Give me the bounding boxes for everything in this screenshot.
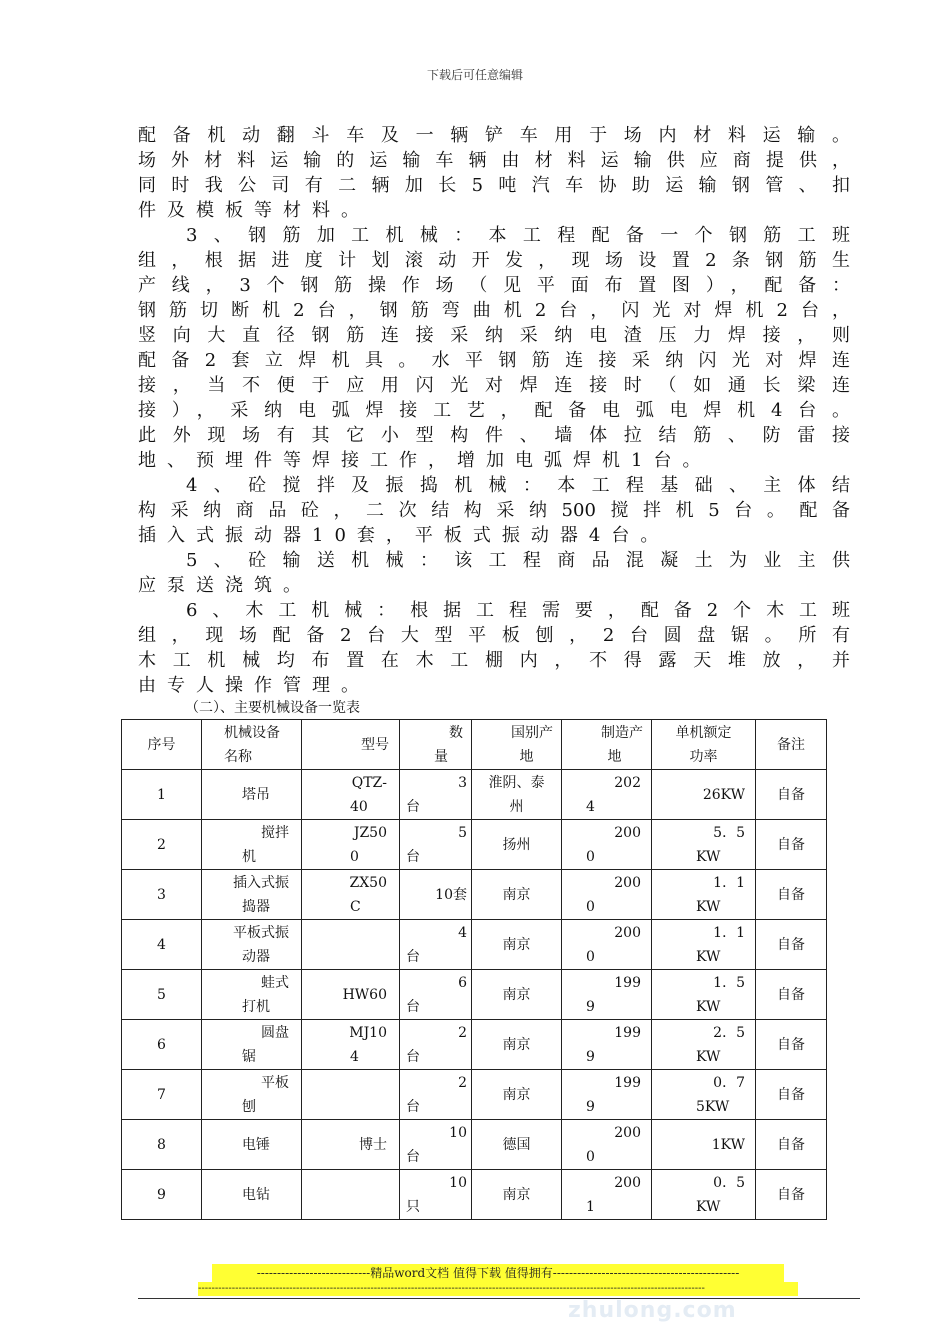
cell-power-a: 2．5 (713, 1024, 745, 1041)
body-line: 件及模板等材料。 (138, 200, 370, 221)
cell-origin (472, 1020, 562, 1070)
cell-power (652, 970, 756, 1020)
cell-year (562, 1170, 652, 1220)
body-line: 接），采纳电弧焊接工艺，配备电弧电焊机4台。 (138, 400, 850, 421)
cell-name (202, 820, 302, 870)
cell-note: 自备 (756, 820, 827, 870)
cell-year (562, 970, 652, 1020)
cell-qty-a: 5 (458, 824, 467, 841)
cell-note: 自备 (756, 770, 827, 820)
header-origin-b: 地 (519, 748, 534, 765)
cell-note: 自备 (756, 970, 827, 1020)
cell-model (302, 1120, 400, 1170)
table-row (122, 1170, 827, 1220)
cell-year-a: 199 (614, 1074, 641, 1091)
cell-year-a: 199 (614, 974, 641, 991)
cell-model-b: 0 (350, 848, 359, 865)
body-line: 产线，3个钢筋操作场（见平面布置图），配备： (138, 275, 850, 296)
cell-year-b: 9 (586, 998, 595, 1015)
cell-model-b: 40 (350, 798, 368, 815)
cell-no: 7 (122, 1070, 202, 1120)
cell-note: 自备 (756, 920, 827, 970)
body-line: 配备2套立焊机具。水平钢筋连接采纳闪光对焊连 (138, 350, 850, 371)
table-header-row (122, 720, 827, 770)
cell-name (202, 1020, 302, 1070)
cell-year (562, 870, 652, 920)
cell-qty-b: 台 (406, 998, 420, 1015)
cell-power-a: 26KW (702, 786, 745, 803)
body-line: 组，现场配备2台大型平板刨，2台圆盘锯。所有 (138, 625, 850, 646)
cell-model-a: 博士 (359, 1136, 387, 1153)
cell-power-a: 1．1 (713, 924, 745, 941)
cell-year (562, 820, 652, 870)
cell-year-a: 200 (614, 924, 641, 941)
cell-name (202, 870, 302, 920)
cell-origin-a: 南京 (502, 1186, 531, 1203)
cell-model (302, 920, 400, 970)
cell-model-b: 4 (350, 1048, 359, 1065)
header-qty-b: 量 (434, 748, 448, 765)
header-power (652, 720, 756, 770)
cell-qty-a: 10 (449, 1174, 467, 1191)
table-row (122, 770, 827, 820)
cell-model (302, 770, 400, 820)
table-row (122, 1120, 827, 1170)
cell-year-a: 200 (614, 1124, 641, 1141)
cell-note: 自备 (756, 870, 827, 920)
header-qty (400, 720, 472, 770)
page-header: 下载后可任意编辑 (426, 68, 523, 82)
cell-name-a: 插入式振 (233, 874, 289, 891)
cell-year (562, 770, 652, 820)
cell-qty (400, 1070, 472, 1120)
cell-name (202, 1120, 302, 1170)
cell-year-b: 0 (586, 848, 595, 865)
header-note: 备注 (756, 720, 827, 770)
header-year-a: 制造产 (601, 724, 643, 741)
cell-year-b: 1 (586, 1198, 595, 1215)
cell-power-b: KW (696, 1198, 721, 1215)
cell-origin-a: 南京 (502, 1036, 531, 1053)
cell-origin (472, 1170, 562, 1220)
cell-note: 自备 (756, 1170, 827, 1220)
cell-origin-a: 南京 (502, 936, 531, 953)
table-row (122, 1020, 827, 1070)
cell-name-a: 蛙式 (261, 974, 289, 991)
cell-power-b: KW (696, 948, 721, 965)
body-line: 4、砼搅拌及振捣机械：本工程基础、主体结 (186, 475, 850, 496)
header-origin-a: 国别产 (511, 724, 553, 741)
cell-qty-b: 台 (406, 1098, 420, 1115)
cell-qty-a: 6 (458, 974, 467, 991)
cell-power-a: 1KW (711, 1136, 745, 1153)
cell-year-b: 0 (586, 898, 595, 915)
cell-name-b: 塔吊 (242, 786, 270, 803)
cell-note: 自备 (756, 1020, 827, 1070)
cell-name (202, 970, 302, 1020)
footer-dashes: ------------------------------------------------------------------------------------------------------------------------------------------------------ (198, 1282, 798, 1296)
cell-year-a: 200 (614, 824, 641, 841)
table-caption: （二）、主要机械设备一览表 (185, 700, 360, 716)
cell-model (302, 1070, 400, 1120)
watermark-logo: zhulong.com (568, 1298, 737, 1323)
cell-year-b: 9 (586, 1098, 595, 1115)
cell-qty (400, 920, 472, 970)
cell-model (302, 970, 400, 1020)
table-row (122, 970, 827, 1020)
cell-power-a: 1．1 (713, 874, 745, 891)
cell-name-b: 动器 (242, 948, 270, 965)
cell-name-b: 机 (242, 848, 256, 865)
cell-no: 9 (122, 1170, 202, 1220)
cell-origin-a: 德国 (502, 1136, 531, 1153)
cell-name-b: 捣器 (242, 898, 270, 915)
cell-name (202, 1070, 302, 1120)
body-line: 构采纳商品砼，二次结构采纳500搅拌机5台。配备 (138, 500, 850, 521)
cell-model (302, 1020, 400, 1070)
cell-year-b: 0 (586, 948, 595, 965)
cell-no: 5 (122, 970, 202, 1020)
cell-origin (472, 920, 562, 970)
body-line: 组，根据进度计划滚动开发，现场设置2条钢筋生 (138, 250, 850, 271)
table-row (122, 870, 827, 920)
cell-power-b: 5KW (696, 1098, 730, 1115)
cell-origin (472, 770, 562, 820)
header-year-b: 地 (607, 748, 622, 765)
cell-year-a: 200 (614, 874, 641, 891)
cell-year-b: 0 (586, 1148, 595, 1165)
cell-qty (400, 1020, 472, 1070)
cell-no: 6 (122, 1020, 202, 1070)
cell-year-a: 199 (614, 1024, 641, 1041)
cell-qty (400, 770, 472, 820)
cell-qty-b: 台 (406, 1048, 420, 1065)
cell-model-a: ZX50 (349, 874, 387, 891)
cell-qty-b: 只 (406, 1198, 420, 1215)
cell-origin-a: 南京 (502, 886, 531, 903)
cell-year (562, 1120, 652, 1170)
cell-year (562, 1020, 652, 1070)
body-line: 插入式振动器10套，平板式振动器4台。 (138, 525, 670, 546)
cell-qty-a: 10 (449, 1124, 467, 1141)
cell-origin-b: 州 (509, 798, 524, 815)
cell-power (652, 820, 756, 870)
cell-origin-a: 淮阴、泰 (488, 774, 545, 791)
cell-qty-a: 2 (458, 1024, 467, 1041)
body-line: 由专人操作管理。 (138, 675, 370, 696)
cell-origin (472, 870, 562, 920)
cell-power-a: 0．5 (713, 1174, 745, 1191)
cell-no: 8 (122, 1120, 202, 1170)
cell-year-b: 9 (586, 1048, 595, 1065)
table-row (122, 820, 827, 870)
cell-qty (400, 970, 472, 1020)
cell-name (202, 920, 302, 970)
cell-qty (400, 870, 472, 920)
cell-year-a: 200 (614, 1174, 641, 1191)
body-line: 接，当不便于应用闪光对焊连接时（如通长梁连 (138, 375, 850, 396)
cell-name-a: 平板式振 (233, 924, 289, 941)
body-line: 6、木工机械：根据工程需要，配备2个木工班 (186, 600, 850, 621)
cell-origin-a: 南京 (502, 986, 531, 1003)
cell-name (202, 1170, 302, 1220)
table-row (122, 920, 827, 970)
cell-year-b: 4 (586, 798, 595, 815)
cell-power-a: 1．5 (713, 974, 745, 991)
header-name-b: 名称 (224, 748, 252, 765)
cell-name-b: 锯 (242, 1048, 256, 1065)
cell-qty-a: 3 (458, 774, 467, 791)
cell-origin (472, 970, 562, 1020)
header-year (562, 720, 652, 770)
cell-qty (400, 1120, 472, 1170)
header-name (202, 720, 302, 770)
cell-power (652, 1070, 756, 1120)
cell-note: 自备 (756, 1070, 827, 1120)
cell-qty-a: 2 (458, 1074, 467, 1091)
cell-qty (400, 1170, 472, 1220)
cell-name-b: 电钻 (242, 1186, 270, 1203)
cell-origin-a: 南京 (502, 1086, 531, 1103)
header-qty-a: 数 (449, 724, 463, 741)
cell-name-a: 平板 (261, 1074, 289, 1091)
cell-no: 3 (122, 870, 202, 920)
cell-power-b: KW (696, 848, 721, 865)
cell-qty-b: 台 (406, 1148, 420, 1165)
cell-model-a: QTZ- (351, 774, 387, 791)
cell-model-a: HW60 (342, 986, 387, 1003)
body-line: 木工机械均布置在木工棚内，不得露天堆放，并 (138, 650, 850, 671)
cell-power (652, 1120, 756, 1170)
cell-power (652, 1020, 756, 1070)
cell-origin (472, 1120, 562, 1170)
header-origin (472, 720, 562, 770)
cell-model-b: C (350, 898, 361, 915)
cell-note: 自备 (756, 1120, 827, 1170)
cell-name-b: 打机 (242, 998, 270, 1015)
body-line: 3、钢筋加工机械：本工程配备一个钢筋工班 (186, 225, 850, 246)
cell-model (302, 870, 400, 920)
footer-banner: ----------------------------精品word文档 值得下载 值得拥有---------------------------------------------- (212, 1264, 784, 1282)
cell-power-a: 5．5 (713, 824, 745, 841)
cell-qty-b: 台 (406, 848, 420, 865)
cell-name (202, 770, 302, 820)
body-line: 钢筋切断机2台，钢筋弯曲机2台，闪光对焊机2台， (138, 300, 850, 321)
cell-qty (400, 820, 472, 870)
footer-rule (138, 1298, 860, 1299)
cell-model (302, 1170, 400, 1220)
cell-qty-a: 10套 (435, 886, 467, 903)
cell-power-b: KW (696, 1048, 721, 1065)
body-text (138, 123, 850, 698)
body-line: 5、砼输送机械：该工程商品混凝土为业主供 (186, 550, 850, 571)
cell-no: 1 (122, 770, 202, 820)
cell-qty-b: 台 (406, 798, 420, 815)
cell-name-b: 刨 (242, 1098, 256, 1115)
cell-qty-b: 台 (406, 948, 420, 965)
cell-power-b: KW (696, 998, 721, 1015)
header-power-a: 单机额定 (675, 724, 732, 741)
body-line: 场外材料运输的运输车辆由材料运输供应商提供， (138, 150, 850, 171)
cell-year-a: 202 (614, 774, 641, 791)
header-power-b: 功率 (689, 748, 718, 765)
cell-name-a: 搅拌 (261, 824, 289, 841)
equipment-table (121, 719, 827, 1220)
body-line: 同时我公司有二辆加长5吨汽车协助运输钢管、扣 (138, 175, 850, 196)
header-model: 型号 (302, 720, 400, 770)
body-line: 此外现场有其它小型构件、墙体拉结筋、防雷接 (138, 425, 850, 446)
body-line: 地、预埋件等焊接工作，增加电弧焊机1台。 (138, 450, 712, 471)
body-line: 配备机动翻斗车及一辆铲车用于场内材料运输。 (138, 125, 850, 146)
cell-power (652, 870, 756, 920)
body-line: 应泵送浇筑。 (138, 575, 312, 596)
cell-power (652, 770, 756, 820)
cell-year (562, 1070, 652, 1120)
cell-year (562, 920, 652, 970)
cell-no: 2 (122, 820, 202, 870)
cell-origin (472, 820, 562, 870)
table-row (122, 1070, 827, 1120)
cell-name-a: 圆盘 (261, 1024, 289, 1041)
cell-no: 4 (122, 920, 202, 970)
cell-origin (472, 1070, 562, 1120)
header-name-a: 机械设备 (224, 724, 280, 741)
cell-power (652, 920, 756, 970)
cell-power-a: 0．7 (713, 1074, 745, 1091)
cell-model-a: JZ50 (353, 824, 387, 841)
cell-name-b: 电锤 (242, 1136, 270, 1153)
cell-model-a: MJ10 (349, 1024, 387, 1041)
header-no: 序号 (122, 720, 202, 770)
cell-power (652, 1170, 756, 1220)
body-line: 竖向大直径钢筋连接采纳采纳电渣压力焊接，则 (138, 325, 850, 346)
cell-qty-a: 4 (458, 924, 467, 941)
cell-model (302, 820, 400, 870)
cell-power-b: KW (696, 898, 721, 915)
cell-origin-a: 扬州 (502, 836, 531, 853)
